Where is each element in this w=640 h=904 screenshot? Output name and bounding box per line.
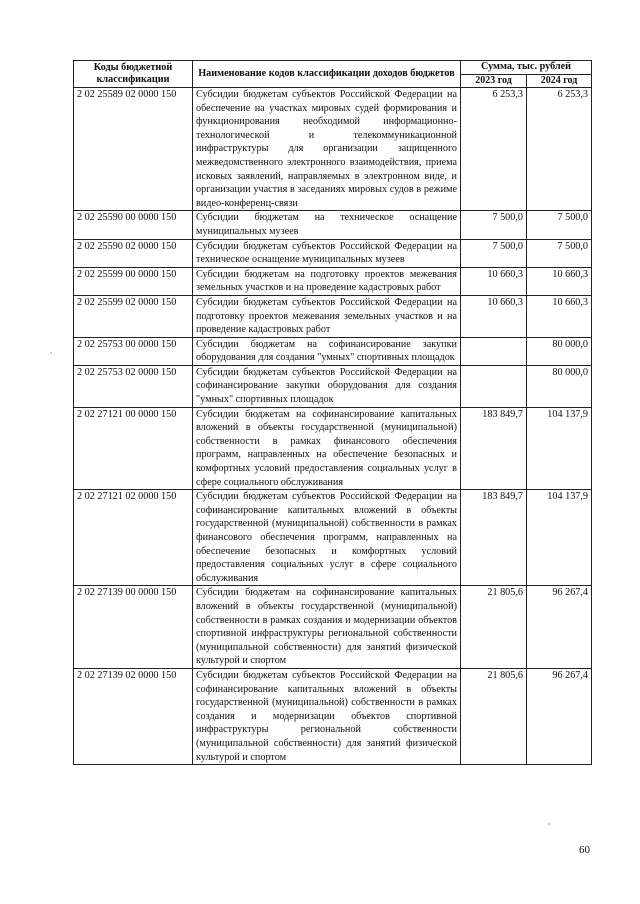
cell-code: 2 02 27121 02 0000 150 xyxy=(74,490,193,586)
cell-name: Субсидии бюджетам на подготовку проектов межевания земельных участков и на проведение кадастровых работ xyxy=(193,267,461,295)
cell-code: 2 02 25589 02 0000 150 xyxy=(74,88,193,211)
cell-code: 2 02 25590 00 0000 150 xyxy=(74,211,193,239)
cell-sum-2023 xyxy=(461,337,527,365)
cell-sum-2024: 104 137,9 xyxy=(527,407,592,490)
cell-name: Субсидии бюджетам субъектов Российской Федерации на техническое оснащение муниципальных музеев xyxy=(193,239,461,267)
cell-sum-2023: 183 849,7 xyxy=(461,490,527,586)
cell-name: Субсидии бюджетам на техническое оснащение муниципальных музеев xyxy=(193,211,461,239)
cell-sum-2023: 6 253,3 xyxy=(461,88,527,211)
table-row xyxy=(74,490,592,586)
cell-code: 2 02 25599 02 0000 150 xyxy=(74,295,193,337)
cell-code: 2 02 27139 00 0000 150 xyxy=(74,586,193,669)
cell-name: Субсидии бюджетам на софинансирование закупки оборудования для создания "умных" спортивных площадок xyxy=(193,337,461,365)
cell-name: Субсидии бюджетам на софинансирование капитальных вложений в объекты государственной (муниципальной) собственности в рамках создания и модернизации объектов спортивной инфраструктуры региональной собственности (муниципальной собственности) для занятий физической культурой и спортом xyxy=(193,586,461,669)
document-page xyxy=(73,60,591,765)
cell-sum-2024: 104 137,9 xyxy=(527,490,592,586)
cell-sum-2023: 10 660,3 xyxy=(461,267,527,295)
budget-classification-table xyxy=(73,60,592,765)
table-row xyxy=(74,88,592,211)
cell-name: Субсидии бюджетам субъектов Российской Федерации на подготовку проектов межевания земельных участков и на проведение кадастровых работ xyxy=(193,295,461,337)
table-header-row xyxy=(74,61,592,75)
cell-sum-2024: 6 253,3 xyxy=(527,88,592,211)
cell-sum-2024: 80 000,0 xyxy=(527,337,592,365)
cell-sum-2023: 21 805,6 xyxy=(461,668,527,764)
table-row xyxy=(74,407,592,490)
cell-sum-2024: 80 000,0 xyxy=(527,365,592,407)
table-body xyxy=(74,88,592,765)
table-row xyxy=(74,668,592,764)
cell-sum-2024: 96 267,4 xyxy=(527,586,592,669)
cell-sum-2023: 7 500,0 xyxy=(461,239,527,267)
cell-name: Субсидии бюджетам субъектов Российской Федерации на обеспечение на участках мировых судей формирования и функционирования необходимой информационно-технологической и телекоммуникационной инфраструктуры для организации защищенного межведомственного электронного взаимодействия, приема исковых заявлений, направляемых в электронном виде, и организации участия в заседаниях мировых судов в режиме видео-конференц-связи xyxy=(193,88,461,211)
table-row xyxy=(74,365,592,407)
cell-name: Субсидии бюджетам субъектов Российской Федерации на софинансирование закупки оборудования для создания "умных" спортивных площадок xyxy=(193,365,461,407)
header-year-2023: 2023 год xyxy=(461,74,527,88)
cell-code: 2 02 25599 00 0000 150 xyxy=(74,267,193,295)
table-row xyxy=(74,586,592,669)
cell-name: Субсидии бюджетам субъектов Российской Федерации на софинансирование капитальных вложений в объекты государственной (муниципальной) собственности в рамках создания и модернизации объектов спортивной инфраструктуры региональной собственности (муниципальной собственности) для занятий физической культурой и спортом xyxy=(193,668,461,764)
cell-sum-2024: 10 660,3 xyxy=(527,295,592,337)
header-sum: Сумма, тыс. рублей xyxy=(461,61,592,75)
table-row xyxy=(74,337,592,365)
cell-code: 2 02 27121 00 0000 150 xyxy=(74,407,193,490)
cell-name: Субсидии бюджетам на софинансирование капитальных вложений в объекты государственной (муниципальной) собственности в рамках финансового обеспечения программ, направленных на обеспечение безопасных и комфортных условий предоставления социальных услуг в сфере социального обслуживания xyxy=(193,407,461,490)
cell-sum-2023 xyxy=(461,365,527,407)
cell-code: 2 02 27139 02 0000 150 xyxy=(74,668,193,764)
cell-code: 2 02 25753 00 0000 150 xyxy=(74,337,193,365)
cell-sum-2023: 7 500,0 xyxy=(461,211,527,239)
cell-sum-2024: 7 500,0 xyxy=(527,211,592,239)
header-codes: Коды бюджетной классификации xyxy=(74,61,193,88)
table-row xyxy=(74,211,592,239)
scan-speck xyxy=(548,823,550,825)
cell-sum-2024: 10 660,3 xyxy=(527,267,592,295)
cell-sum-2023: 183 849,7 xyxy=(461,407,527,490)
cell-sum-2024: 96 267,4 xyxy=(527,668,592,764)
scan-speck xyxy=(50,352,52,354)
cell-sum-2023: 21 805,6 xyxy=(461,586,527,669)
table-row xyxy=(74,239,592,267)
table-row xyxy=(74,267,592,295)
cell-name: Субсидии бюджетам субъектов Российской Федерации на софинансирование капитальных вложений в объекты государственной (муниципальной) собственности в рамках финансового обеспечения программ, направленных на обеспечение безопасных и комфортных условий предоставления социальных услуг в сфере социального обслуживания xyxy=(193,490,461,586)
cell-sum-2023: 10 660,3 xyxy=(461,295,527,337)
page-number: 60 xyxy=(579,844,590,856)
cell-code: 2 02 25753 02 0000 150 xyxy=(74,365,193,407)
header-name: Наименование кодов классификации доходов бюджетов xyxy=(193,61,461,88)
table-row xyxy=(74,295,592,337)
header-year-2024: 2024 год xyxy=(527,74,592,88)
cell-sum-2024: 7 500,0 xyxy=(527,239,592,267)
cell-code: 2 02 25590 02 0000 150 xyxy=(74,239,193,267)
